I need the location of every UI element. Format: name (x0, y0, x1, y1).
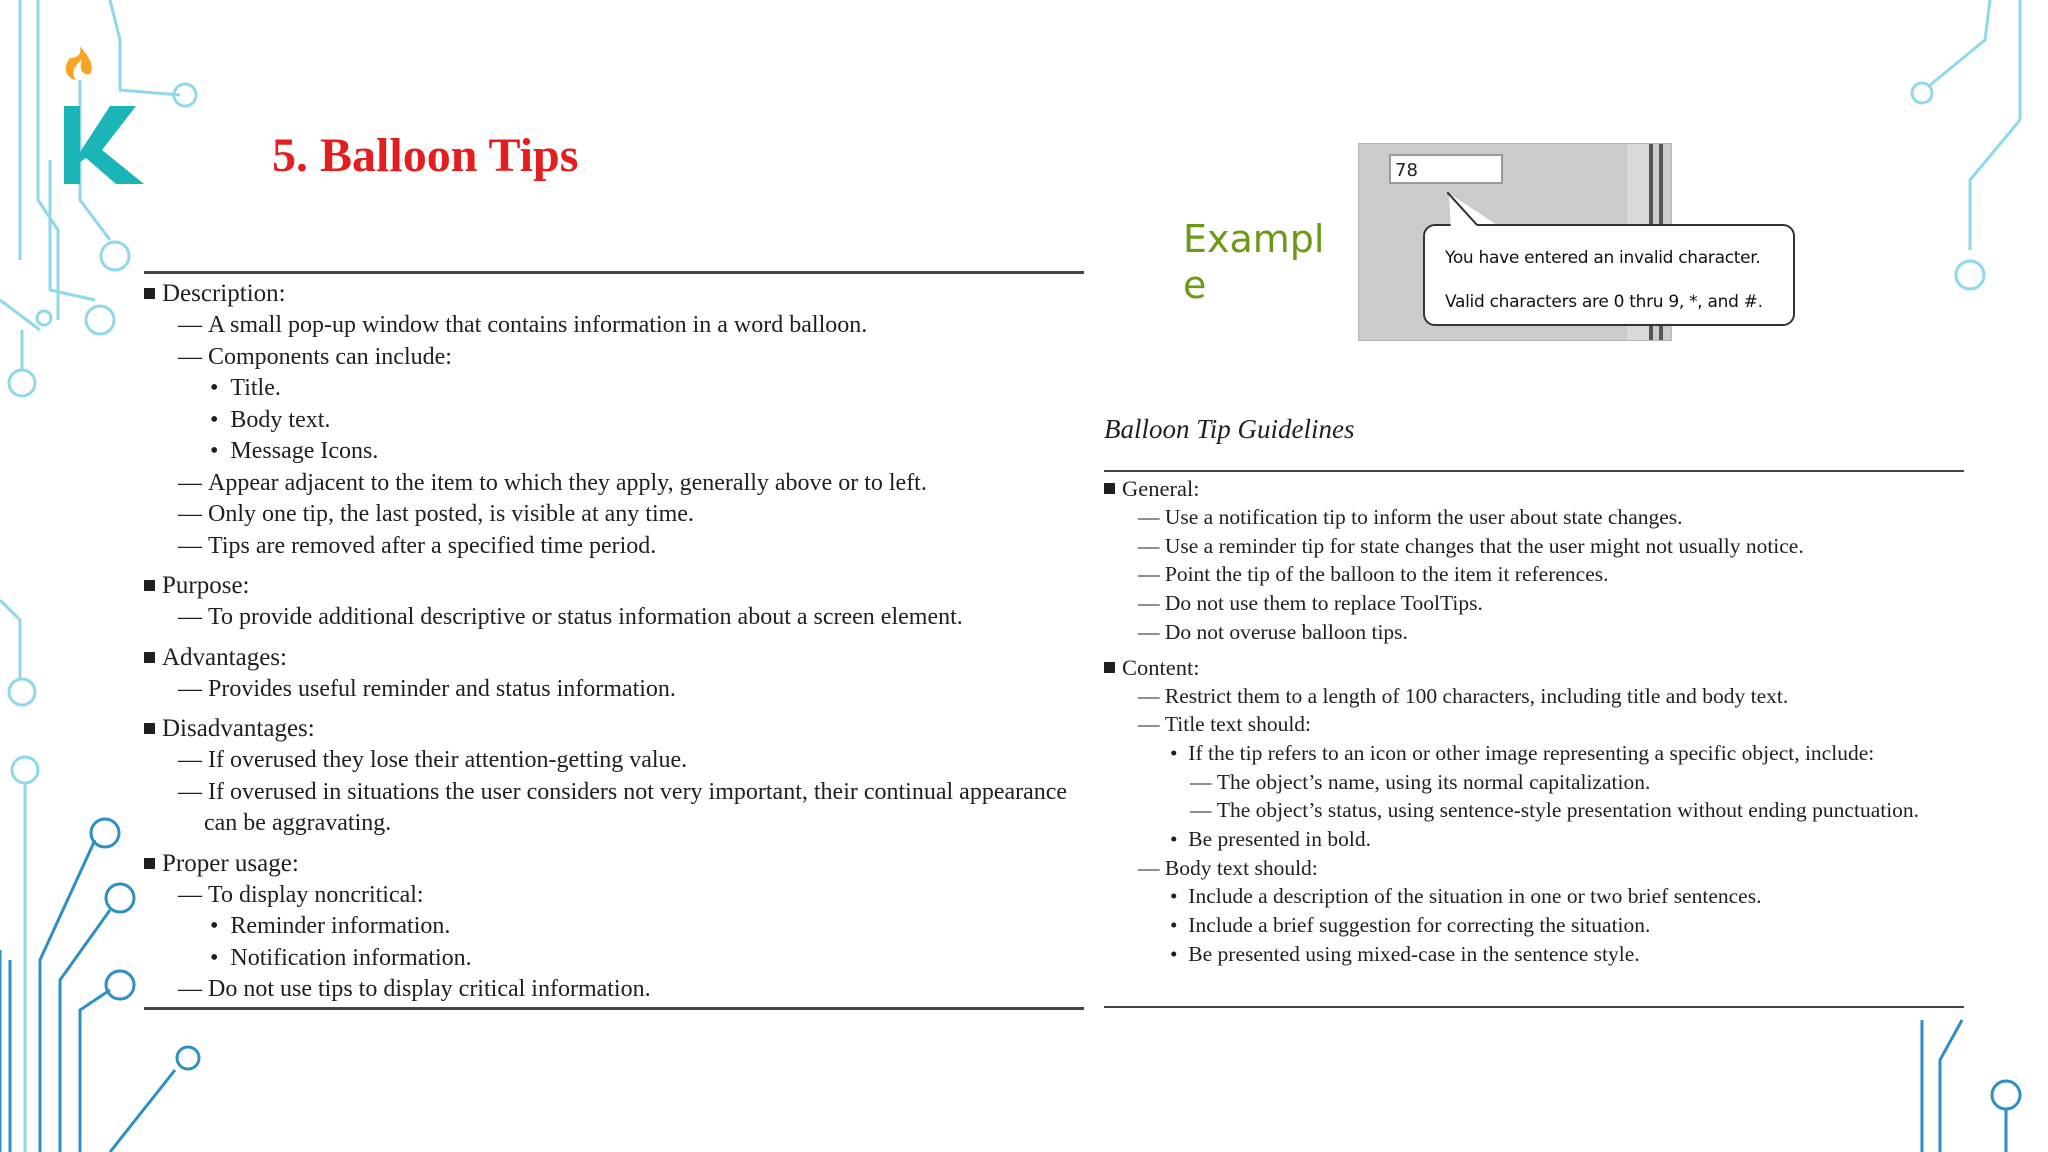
section-heading (144, 713, 1084, 745)
slide-title: 5. Balloon Tips (272, 129, 579, 182)
list-item: — Point the tip of the balloon to the item it references. (1104, 560, 2004, 589)
section-heading (144, 570, 1084, 602)
section-heading-text: Content: (1122, 654, 1200, 680)
list-item: — Body text should: (1104, 854, 2004, 883)
list-item: — The object’s name, using its normal capitalization. (1104, 768, 2004, 797)
list-item: • Be presented using mixed-case in the sentence style. (1104, 940, 2004, 969)
list-item: — Do not use them to replace ToolTips. (1104, 589, 2004, 618)
list-item: — To provide additional descriptive or status information about a screen element. (144, 602, 1084, 634)
square-bullet-icon (1104, 483, 1115, 494)
list-item: — A small pop-up window that contains information in a word balloon. (144, 310, 1084, 342)
square-bullet-icon (144, 580, 155, 591)
section-heading (144, 848, 1084, 880)
example-input-field: 78 (1389, 154, 1503, 184)
section (144, 642, 1084, 706)
example-label: Example (1183, 217, 1325, 307)
section-heading (1104, 653, 2004, 682)
left-column (144, 278, 1084, 1006)
section (1104, 474, 2004, 647)
section (144, 278, 1084, 562)
list-item: • Be presented in bold. (1104, 825, 2004, 854)
list-item: — Restrict them to a length of 100 characters, including title and body text. (1104, 682, 2004, 711)
list-item: — Do not use tips to display critical information. (144, 974, 1084, 1006)
list-item: — If overused in situations the user considers not very important, their continual appearance can be aggravating. (144, 777, 1084, 840)
example-screenshot (1358, 143, 1763, 341)
section (144, 713, 1084, 840)
section-heading-text: Disadvantages: (162, 715, 315, 742)
right-column (1104, 474, 2004, 969)
list-item: • Notification information. (144, 943, 1084, 975)
section (144, 848, 1084, 1006)
list-item: — Only one tip, the last posted, is visible at any time. (144, 499, 1084, 531)
section (144, 570, 1084, 634)
list-item: — Components can include: (144, 342, 1084, 374)
list-item: — To display noncritical: (144, 880, 1084, 912)
example-balloon (1423, 224, 1795, 326)
list-item: • Message Icons. (144, 436, 1084, 468)
section-heading (1104, 474, 2004, 503)
list-item: — Title text should: (1104, 710, 2004, 739)
list-item: — Use a notification tip to inform the user about state changes. (1104, 503, 2004, 532)
k-logo (52, 44, 152, 194)
list-item: — Do not overuse balloon tips. (1104, 618, 2004, 647)
list-item: — The object’s status, using sentence-style presentation without ending punctuation. (1104, 796, 2004, 825)
section-heading (144, 642, 1084, 674)
left-bottom-rule (144, 1007, 1084, 1010)
left-top-rule (144, 271, 1084, 274)
list-item: • If the tip refers to an icon or other image representing a specific object, include: (1104, 739, 2004, 768)
square-bullet-icon (1104, 662, 1115, 673)
section-heading-text: General: (1122, 476, 1200, 501)
balloon-text: You have entered an invalid character. (1445, 248, 1761, 268)
section-heading (144, 278, 1084, 310)
list-item: — Appear adjacent to the item to which they apply, generally above or to left. (144, 468, 1084, 500)
list-item: — Use a reminder tip for state changes that the user might not usually notice. (1104, 532, 2004, 561)
balloon-tail (1447, 192, 1507, 232)
list-item: • Include a description of the situation in one or two brief sentences. (1104, 882, 2004, 911)
list-item: — Provides useful reminder and status information. (144, 674, 1084, 706)
square-bullet-icon (144, 652, 155, 663)
square-bullet-icon (144, 858, 155, 869)
section-heading-text: Description: (162, 280, 286, 307)
list-item: — Tips are removed after a specified time period. (144, 531, 1084, 563)
right-top-rule (1104, 470, 1964, 472)
section (1104, 653, 2004, 969)
section-heading-text: Purpose: (162, 572, 250, 599)
section-heading-text: Proper usage: (162, 849, 299, 877)
section-heading-text: Advantages: (162, 643, 287, 671)
list-item: • Body text. (144, 405, 1084, 437)
right-bottom-rule (1104, 1006, 1964, 1008)
square-bullet-icon (144, 723, 155, 734)
list-item: • Title. (144, 373, 1084, 405)
balloon-text: Valid characters are 0 thru 9, *, and #. (1445, 292, 1763, 312)
square-bullet-icon (144, 288, 155, 299)
guidelines-heading: Balloon Tip Guidelines (1104, 414, 1355, 444)
list-item: • Reminder information. (144, 911, 1084, 943)
list-item: • Include a brief suggestion for correcting the situation. (1104, 911, 2004, 940)
list-item: — If overused they lose their attention-getting value. (144, 745, 1084, 777)
